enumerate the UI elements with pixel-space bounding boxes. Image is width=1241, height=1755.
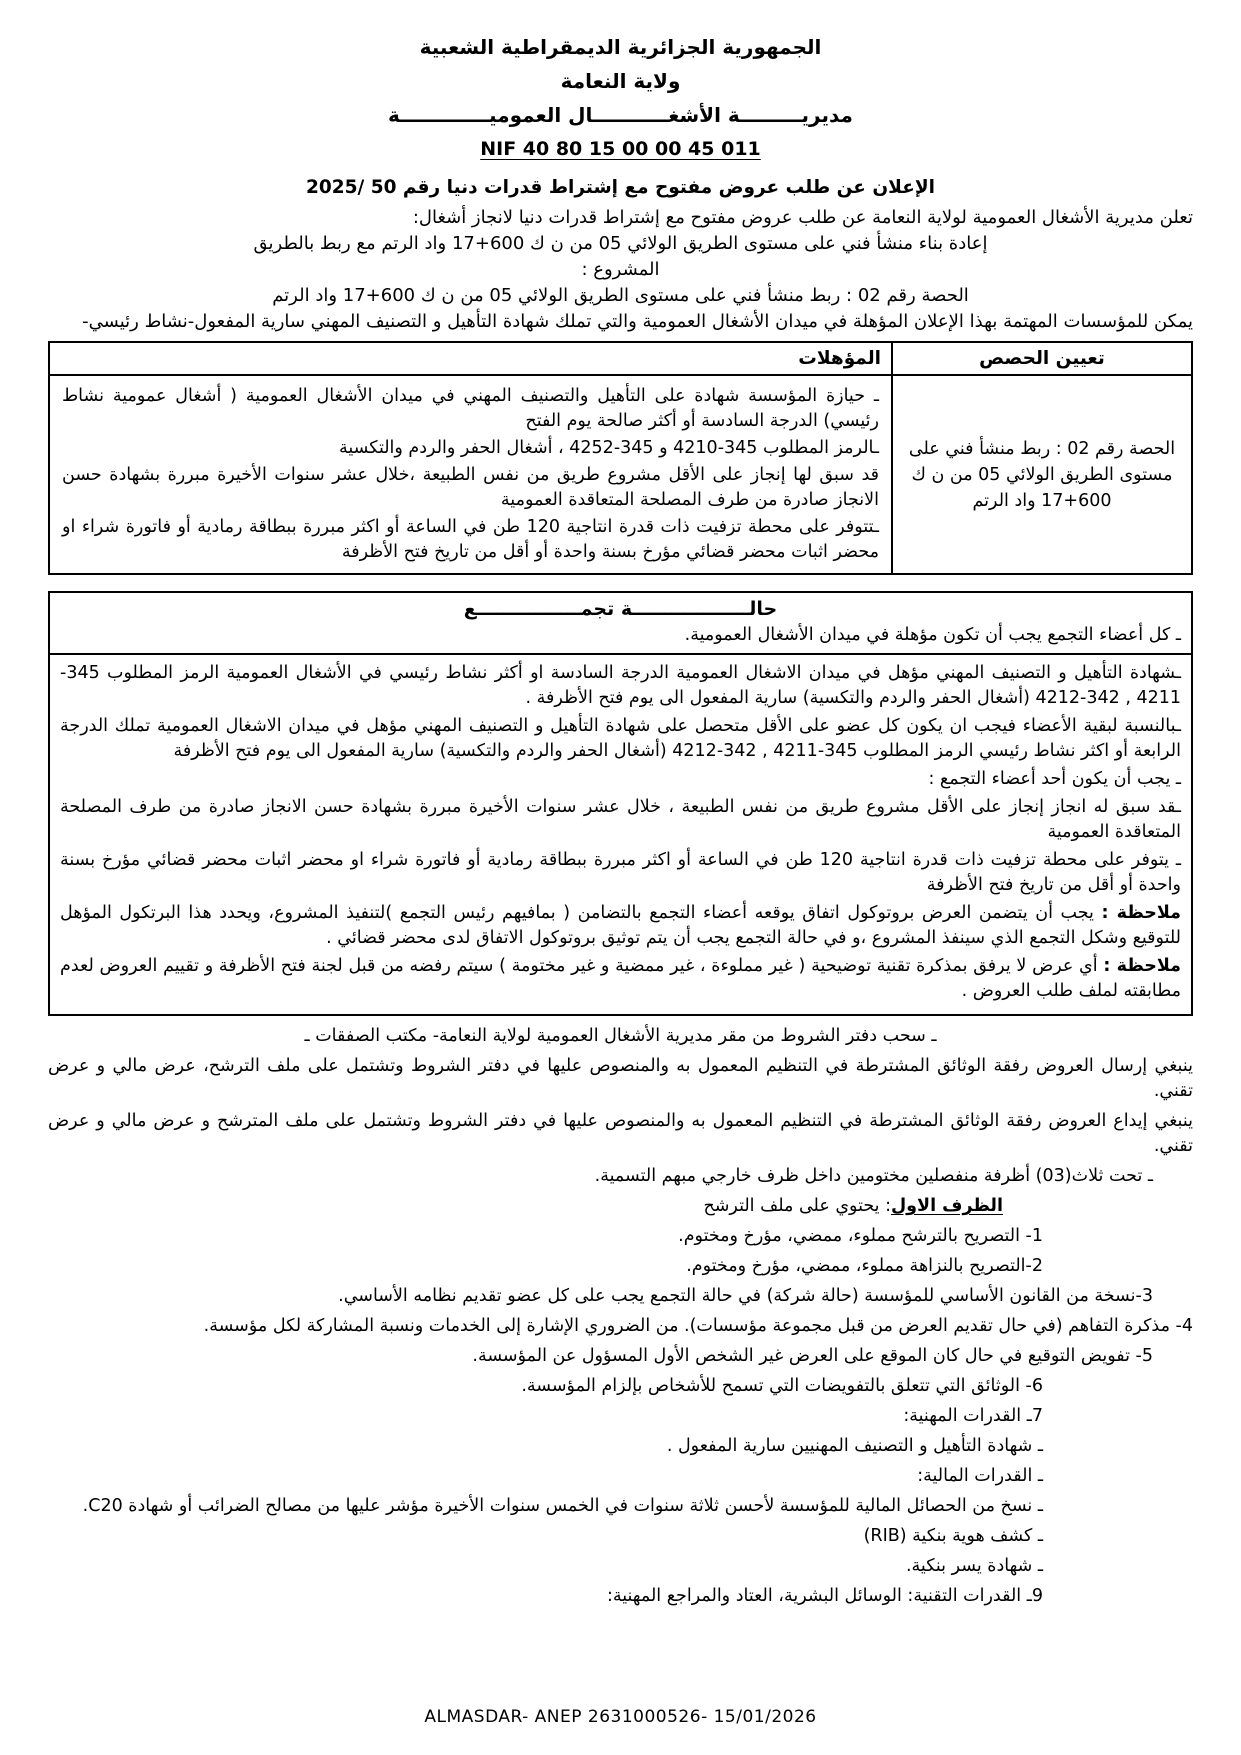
announcement-title: الإعلان عن طلب عروض مفتوح مع إشتراط قدرات دنيا رقم 50 /2025 [306,177,935,198]
nif-number: NIF 40 80 15 00 00 45 011 [480,138,761,160]
intro-line-project-label: المشروع : [581,259,660,280]
qualifications-cell [49,375,892,574]
intro-section [48,205,1193,334]
financial-statements-line: ـ نسخ من الحصائل المالية للمؤسسة لأحسن ثلاثة سنوات في الخمس سنوات الأخيرة مؤشر عليها من مصالح الضرائب أو شهادة C20. [82,1496,1043,1516]
note-text: يجب أن يتضمن العرض بروتوكول اتفاق يوقعه أعضاء التجمع بالتضامن ( بمافيهم رئيس التجمع )لتنفيذ المشروع، ويحدد هذا البرتكول المؤهل للتوقيع وشكل التجمع الذي سينفذ المشروع ،و في حالة التجمع يجب أن يتم توثيق بروتوكول الاتفاق لدى محضر قضائي . [60,903,1181,948]
candidacy-item-3: 3-نسخة من القانون الأساسي للمؤسسة (حالة شركة) في حالة التجمع يجب على كل عضو تقديم نظامه الأساسي. [338,1286,1153,1306]
lot-designation-cell: الحصة رقم 02 : ربط منشأ فني على مستوى الطريق الولائي 05 من ن ك 600+17 واد الرتم [892,375,1192,574]
directorate-title: مديريـــــــــة الأشغـــــــــــال العموميـــــــــــــة [388,103,853,127]
first-envelope-line [48,1194,1193,1219]
intro-line-lot: الحصة رقم 02 : ربط منشأ فني على مستوى الطريق الولائي 05 من ن ك 600+17 واد الرتم [272,285,969,306]
candidacy-item-1: 1- التصريح بالترشح مملوء، ممضي، مؤرخ ومختوم. [678,1226,1043,1246]
technical-capacities-heading: 9ـ القدرات التقنية: الوسائل البشرية، العتاد والمراجع المهنية: [606,1586,1043,1606]
consortium-item: ـبالنسبة لبقية الأعضاء فيجب ان يكون كل عضو على الأقل متحصل على شهادة التأهيل و التصنيف المهني مؤهل في ميدان الاشغال العمومية تملك الدرجة الرابعة أو اكثر نشاط رئيسي الرمز المطلوب 345-4211 , 342-4212 (أشغال الحفر والردم والتكسية) سارية المفعول الى يوم فتح الأظرفة [60,716,1181,761]
note-label: ملاحظة : [1101,903,1181,923]
consortium-item: ـشهادة التأهيل و التصنيف المهني مؤهل في ميدان الاشغال العمومية الدرجة السادسة او أكثر نشاط رئيسي في الأشغال العمومية الرمز المطلوب 345-4211 , 342-4212 (أشغال الحفر والردم والتكسية) سارية المفعول الى يوم فتح الأظرفة . [60,663,1181,708]
submission-section [48,1024,1193,1609]
professional-capacities-heading: 7ـ القدرات المهنية: [903,1406,1043,1426]
anep-footer-reference: ALMASDAR- ANEP 2631000526- 15/01/2026 [424,1707,817,1727]
envelope-label: الظرف الاول [890,1196,1003,1216]
deposit-offers-line: ينبغي إيداع العروض رفقة الوثائق المشترطة في التنظيم المعمول به والمنصوص عليها في دفتر الشروط وتشتمل على ملف المترشح و عرض مالي و عرض تقني. [48,1111,1193,1156]
column-header-qualifications: المؤهلات [49,342,892,375]
send-offers-line: ينبغي إرسال العروض رفقة الوثائق المشترطة في التنظيم المعمول به والمنصوص عليها في دفتر الشروط وتشتمل على ملف الترشح، عرض مالي و عرض تقني. [48,1056,1193,1101]
republic-title: الجمهورية الجزائرية الديمقراطية الشعبية [419,35,822,59]
qualification-item: ـ حيازة المؤسسة شهادة على التأهيل والتصنيف المهني في ميدان الأشغال العمومية ( أشغال عمومية نشاط رئيسي) الدرجة السادسة أو أكثر صالحة يوم الفتح [62,386,879,431]
financial-capacities-heading: ـ القدرات المالية: [917,1466,1043,1486]
document-header [48,30,1193,166]
envelope-rest: : يحتوي على ملف الترشح [703,1196,891,1216]
qualification-item: ـتتوفر على محطة تزفيت ذات قدرة انتاجية 120 طن في الساعة أو اكثر مبررة ببطاقة رمادية أو فاتورة شراء او محضر اثبات محضر قضائي مؤرخ بسنة واحدة أو أقل من تاريخ فتح الأظرفة [62,517,880,562]
qualifications-table [48,341,1193,575]
consortium-title: حالــــــــــــــــــة تجمــــــــــــــــع [463,598,778,620]
table-body-row [49,375,1192,574]
withdraw-terms-line: ـ سحب دفتر الشروط من مقر مديرية الأشغال العمومية لولاية النعامة- مكتب الصفقات ـ [304,1026,937,1046]
candidacy-item-5: 5- تفويض التوقيع في حال كان الموقع على العرض غير الشخص الأول المسؤول عن المؤسسة. [472,1346,1153,1366]
column-header-lots: تعيين الحصص [892,342,1192,375]
qualification-item: ـالرمز المطلوب 345-4210 و 345-4252 ، أشغال الحفر والردم والتكسية [339,438,879,458]
candidacy-item-6: 6- الوثائق التي تتعلق بالتفويضات التي تسمح للأشخاص بإلزام المؤسسة. [521,1376,1043,1396]
consortium-intro-line: ـ كل أعضاء التجمع يجب أن تكون مؤهلة في ميدان الأشغال العمومية. [50,623,1191,655]
bank-identity-line: ـ كشف هوية بنكية (RIB) [863,1526,1043,1546]
nif-line [48,132,1193,166]
consortium-note-2 [60,954,1181,1004]
candidacy-item-2: 2-التصريح بالنزاهة مملوء، ممضي، مؤرخ ومختوم. [686,1256,1043,1276]
intro-line-announce: تعلن مديرية الأشغال العمومية لولاية النعامة عن طلب عروض مفتوح مع إشتراط قدرات دنيا لانجاز أشغال: [412,207,1193,228]
candidacy-item-4: 4- مذكرة التفاهم (في حال تقديم العرض من قبل مجموعة مؤسسات). من الضروري الإشارة إلى الخدمات ونسبة المشاركة لكل مؤسسة. [203,1316,1193,1336]
envelopes-line: ـ تحت ثلاث(03) أظرفة منفصلين مختومين داخل ظرف خارجي مبهم التسمية. [594,1166,1153,1186]
consortium-section [48,591,1193,1016]
bank-solvency-line: ـ شهادة يسر بنكية. [905,1556,1043,1576]
qualification-item: قد سبق لها إنجاز على الأقل مشروع طريق من نفس الطبيعة ،خلال عشر سنوات الأخيرة مبررة بشهادة حسن الانجاز صادرة من طرف المصلحة المتعاقدة العمومية [62,465,879,510]
table-header-row [49,342,1192,375]
consortium-note-1 [60,901,1181,951]
wilaya-title: ولاية النعامة [560,69,681,93]
note-text: أي عرض لا يرفق بمذكرة تقنية توضيحية ( غير مملوءة ، غير ممضية و غير مختومة ) سيتم رفضه من قبل لجنة فتح الأظرفة و تقييم العروض لعدم مطابقته لملف طلب العروض . [60,956,1181,1001]
consortium-item: ـ يجب أن يكون أحد أعضاء التجمع : [928,769,1181,789]
intro-line-project-desc: إعادة بناء منشأ فني على مستوى الطريق الولائي 05 من ن ك 600+17 واد الرتم مع ربط بالطريق [253,233,988,254]
consortium-item: ـقد سبق له انجاز إنجاز على الأقل مشروع طريق من نفس الطبيعة ، خلال عشر سنوات الأخيرة مبررة بشهادة حسن الانجاز صادرة من طرف المصلحة المتعاقدة العمومية [60,797,1181,842]
consortium-item: ـ يتوفر على محطة تزفيت ذات قدرة انتاجية 120 طن في الساعة أو اكثر مبررة ببطاقة رمادية أو فاتورة شراء او محضر اثبات محضر قضائي مؤرخ بسنة واحدة أو أقل من تاريخ فتح الأظرفة [60,850,1181,895]
intro-line-eligibility: يمكن للمؤسسات المهتمة بهذا الإعلان المؤهلة في ميدان الأشغال العمومية والتي تملك شهادة التأهيل و التصنيف المهني سارية المفعول-نشاط رئيسي- [82,311,1193,332]
note-label: ملاحظة : [1103,956,1181,976]
qualification-certificate-line: ـ شهادة التأهيل و التصنيف المهنيين سارية المفعول . [666,1436,1043,1456]
consortium-body [50,655,1191,1014]
